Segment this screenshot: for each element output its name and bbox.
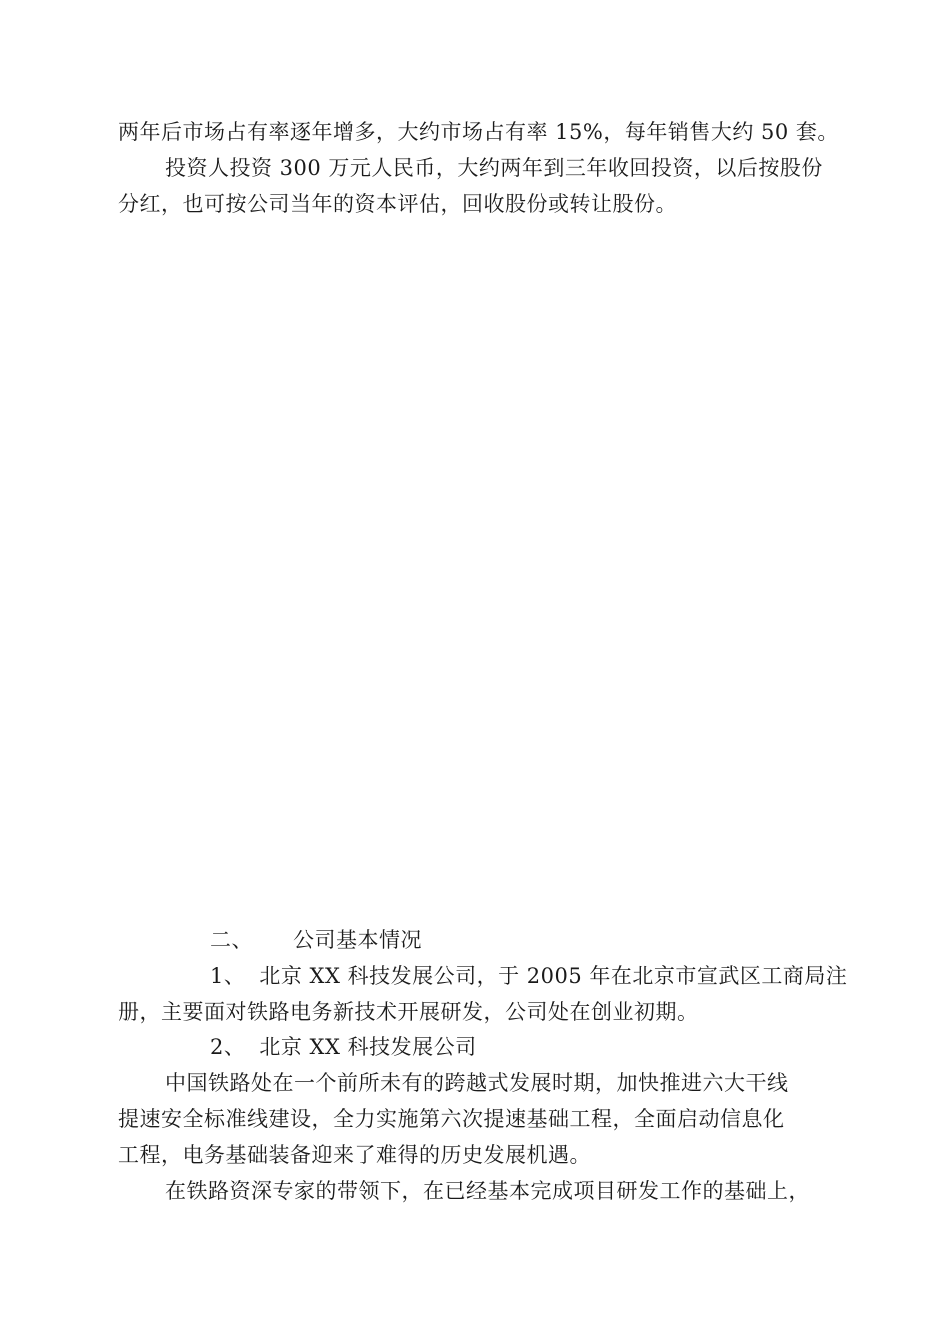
section-number: 二、 xyxy=(210,928,253,952)
paragraph-line: 两年后市场占有率逐年增多，大约市场占有率 15%，每年销售大约 50 套。 xyxy=(118,120,839,144)
list-item xyxy=(210,961,847,991)
paragraph-line: 分红，也可按公司当年的资本评估，回收股份或转让股份。 xyxy=(118,192,677,216)
section-title: 公司基本情况 xyxy=(293,928,422,952)
paragraph-line: 工程，电务基础装备迎来了难得的历史发展机遇。 xyxy=(118,1143,591,1167)
paragraph-line: 提速安全标准线建设，全力实施第六次提速基础工程，全面启动信息化 xyxy=(118,1107,785,1131)
list-item xyxy=(210,1032,477,1062)
list-item-number: 1、 xyxy=(210,964,246,988)
paragraph-line: 在铁路资深专家的带领下，在已经基本完成项目研发工作的基础上， xyxy=(165,1179,810,1203)
paragraph-line: 册，主要面对铁路电务新技术开展研发，公司处在创业初期。 xyxy=(118,1000,699,1024)
section-heading xyxy=(210,925,422,955)
paragraph-line: 中国铁路处在一个前所未有的跨越式发展时期，加快推进六大干线 xyxy=(165,1071,789,1095)
list-item-number: 2、 xyxy=(210,1035,246,1059)
list-item-text: 北京 XX 科技发展公司，于 2005 年在北京市宣武区工商局注 xyxy=(259,964,848,988)
paragraph-line: 投资人投资 300 万元人民币，大约两年到三年收回投资，以后按股份 xyxy=(165,156,823,180)
list-item-text: 北京 XX 科技发展公司 xyxy=(259,1035,477,1059)
